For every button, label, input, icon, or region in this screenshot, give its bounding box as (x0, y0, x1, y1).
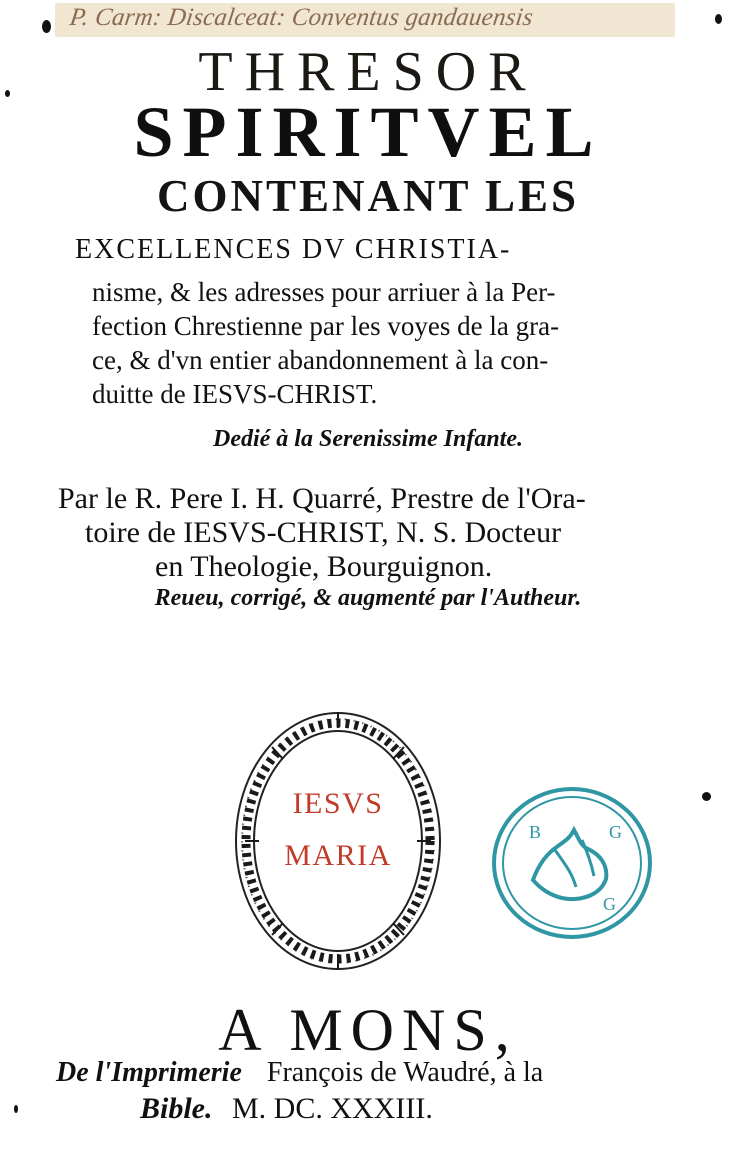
author-line-1: Par le R. Pere I. H. Quarré, Prestre de l'Ora- (58, 482, 586, 515)
ink-spot-icon (14, 1105, 18, 1113)
ink-spot-icon (702, 792, 711, 801)
body-line-2: fection Chrestienne par les voyes de la gra- (92, 311, 560, 341)
dedication: Dedié à la Serenissime Infante. (213, 426, 523, 452)
body-line-3: ce, & d'vn entier abandonnement à la con- (92, 345, 549, 375)
ink-spot-icon (715, 14, 722, 24)
printer-prefix: De l'Imprimerie (56, 1057, 242, 1088)
library-stamp (486, 782, 658, 944)
ink-spot-icon (5, 90, 10, 97)
device-line-1: IESVS (292, 787, 384, 820)
ink-spot-icon (42, 20, 51, 33)
publication-year: M. DC. XXXIII. (232, 1092, 433, 1125)
thorn-wreath-icon (228, 702, 448, 980)
handwritten-provenance: P. Carm: Discalceat: Conventus gandauensis (68, 4, 535, 31)
stamp-letter-top-right: G (609, 822, 622, 842)
printer-line (56, 1058, 640, 1089)
author-line-3: en Theologie, Bourguignon. (155, 550, 493, 583)
author-line-2: toire de IESVS-CHRIST, N. S. Docteur (85, 516, 562, 549)
title-line-1: THRESOR (198, 41, 538, 103)
place-of-publication: A MONS, (218, 997, 518, 1063)
stamp-icon (486, 782, 658, 944)
body-line-1: nisme, & les adresses pour arriuer à la Per- (92, 277, 556, 307)
ihs-device (228, 702, 448, 980)
title-line-4: EXCELLENCES DV CHRISTIA- (75, 234, 512, 265)
printer-name: François de Waudré, à la (266, 1057, 544, 1088)
stamp-letter-bottom-right: G (603, 894, 616, 914)
title-line-3: CONTENANT LES (156, 171, 580, 221)
revision-note: Reueu, corrigé, & augmenté par l'Autheur. (154, 585, 582, 611)
device-line-2: MARIA (284, 839, 392, 872)
stamp-letter-top-left: B (529, 822, 542, 842)
bible-label: Bible. (140, 1092, 213, 1125)
body-line-4: duitte de IESVS-CHRIST. (92, 379, 378, 409)
title-line-2: SPIRITVEL (133, 92, 603, 172)
date-line (140, 1092, 560, 1125)
